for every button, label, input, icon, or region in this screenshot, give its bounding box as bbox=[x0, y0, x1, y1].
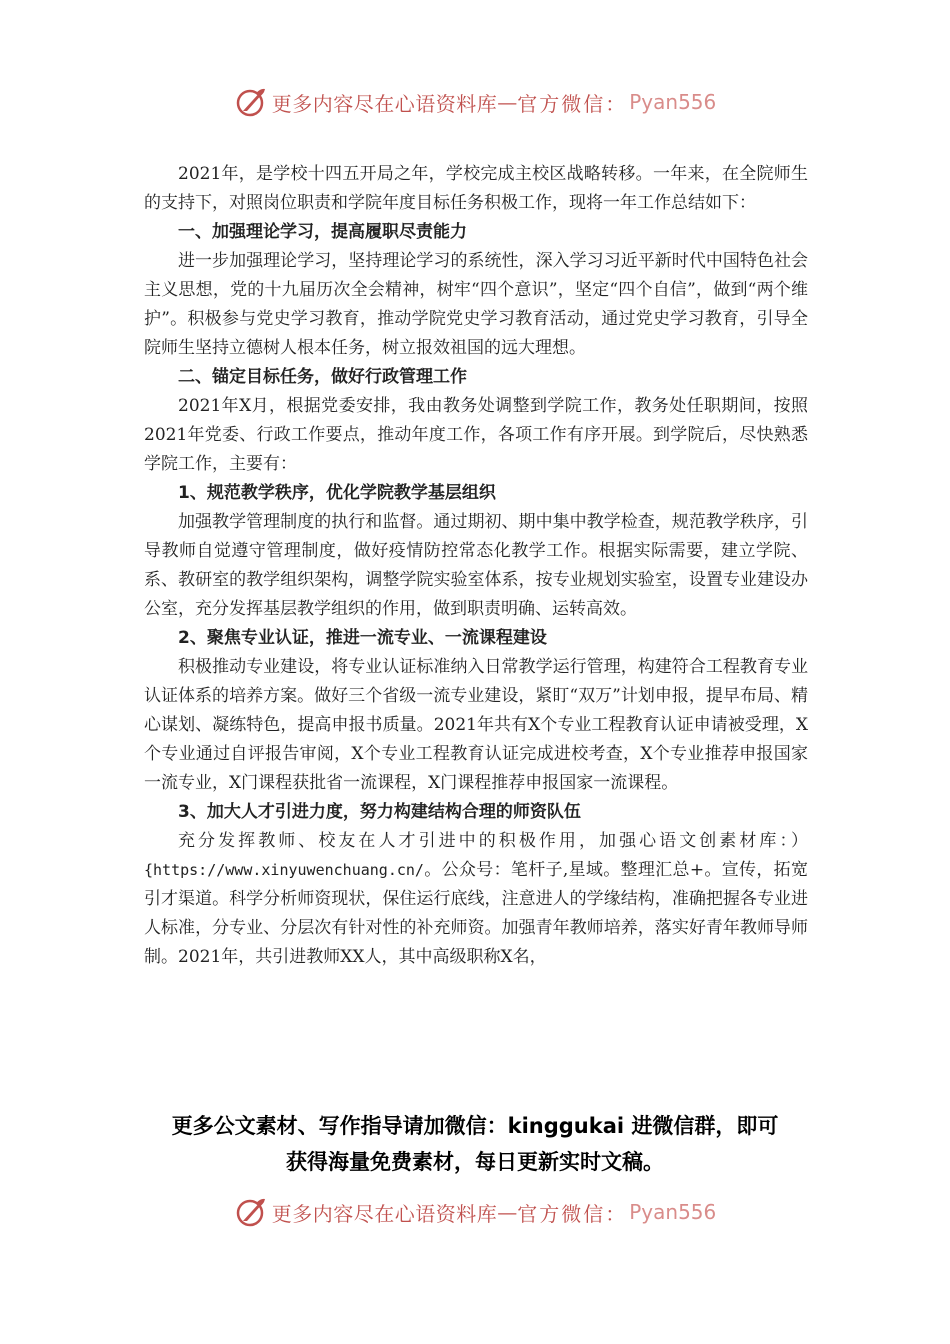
banner-wechat-id: Pyan556 bbox=[629, 90, 717, 114]
section-2-heading: 二、锚定目标任务，做好行政管理工作 bbox=[178, 367, 467, 387]
banner-wechat-label: 官方微信： bbox=[517, 1201, 628, 1226]
banner-wechat-label: 官方微信： bbox=[517, 91, 628, 116]
banner-separator: — bbox=[497, 1200, 518, 1224]
section-1-heading: 一、加强理论学习，提高履职尽责能力 bbox=[178, 222, 467, 242]
banner-wechat-id: Pyan556 bbox=[629, 1200, 717, 1224]
footer-banner bbox=[0, 1192, 950, 1232]
promo-block bbox=[100, 1108, 850, 1180]
item-2-heading: 2、聚焦专业认证，推进一流专业、一流课程建设 bbox=[178, 628, 547, 648]
item-3-url: {https://www.xinyuwenchuang.cn/ bbox=[144, 861, 424, 879]
item-1-heading: 1、规范教学秩序，优化学院教学基层组织 bbox=[178, 483, 496, 503]
item-3-text-b: 。公众号：笔杆子,星域。整理汇总+。宣传，拓宽引才渠道。科学分析师资现状，保住运行底线，注意进人的学缘结构，准确把握各专业进人标准，分专业、分层次有针对性的补充师资。加强青年教师培养，落实好青年教师导师制。2021年，共引进教师XX人，其中高级职称X名， bbox=[144, 860, 808, 967]
header-banner bbox=[0, 82, 950, 122]
section-1-paragraph: 进一步加强理论学习，坚持理论学习的系统性，深入学习习近平新时代中国特色社会主义思想，党的十九届历次全会精神，树牢“四个意识”，坚定“四个自信”，做到“两个维护”。积极参与党史学习教育，推动学院党史学习教育活动，通过党史学习教育，引导全院师生坚持立德树人根本任务，树立报效祖国的远大理想。 bbox=[144, 251, 808, 358]
item-3-text-a: 充分发挥教师、校友在人才引进中的积极作用，加强心语文创素材库：） bbox=[178, 831, 808, 851]
quill-logo-icon bbox=[234, 85, 268, 119]
item-2-paragraph: 积极推动专业建设，将专业认证标准纳入日常教学运行管理，构建符合工程教育专业认证体系的培养方案。做好三个省级一流专业建设，紧盯“双万”计划申报，提早布局、精心谋划、凝练特色，提高申报书质量。2021年共有X个专业工程教育认证申请被受理，X个专业通过自评报告审阅，X个专业工程教育认证完成进校考查，X个专业推荐申报国家一流专业，X门课程获批省一流课程，X门课程推荐申报国家一流课程。 bbox=[144, 657, 808, 793]
item-3-heading: 3、加大人才引进力度，努力构建结构合理的师资队伍 bbox=[178, 802, 581, 822]
item-1-paragraph: 加强教学管理制度的执行和监督。通过期初、期中集中教学检查，规范教学秩序，引导教师自觉遵守管理制度，做好疫情防控常态化教学工作。根据实际需要，建立学院、系、教研室的教学组织架构，调整学院实验室体系，按专业规划实验室，设置专业建设办公室，充分发挥基层教学组织的作用，做到职责明确、运转高效。 bbox=[144, 512, 808, 619]
section-2-paragraph: 2021年X月，根据党委安排，我由教务处调整到学院工作，教务处任职期间，按照2021年党委、行政工作要点，推动年度工作，各项工作有序开展。到学院后，尽快熟悉学院工作，主要有： bbox=[144, 396, 808, 474]
promo-line-1: 更多公文素材、写作指导请加微信：kinggukai 进微信群，即可 bbox=[171, 1114, 779, 1138]
banner-title: 更多内容尽在心语资料库 bbox=[271, 91, 498, 116]
quill-logo-icon bbox=[234, 1195, 268, 1229]
document-body bbox=[144, 160, 808, 972]
promo-line-2: 获得海量免费素材，每日更新实时文稿。 bbox=[286, 1150, 664, 1174]
item-3-paragraph bbox=[144, 827, 808, 972]
banner-title: 更多内容尽在心语资料库 bbox=[271, 1201, 498, 1226]
banner-separator: — bbox=[497, 90, 518, 114]
intro-paragraph: 2021年，是学校十四五开局之年，学校完成主校区战略转移。一年来，在全院师生的支持下，对照岗位职责和学院年度目标任务积极工作，现将一年工作总结如下： bbox=[144, 164, 808, 213]
